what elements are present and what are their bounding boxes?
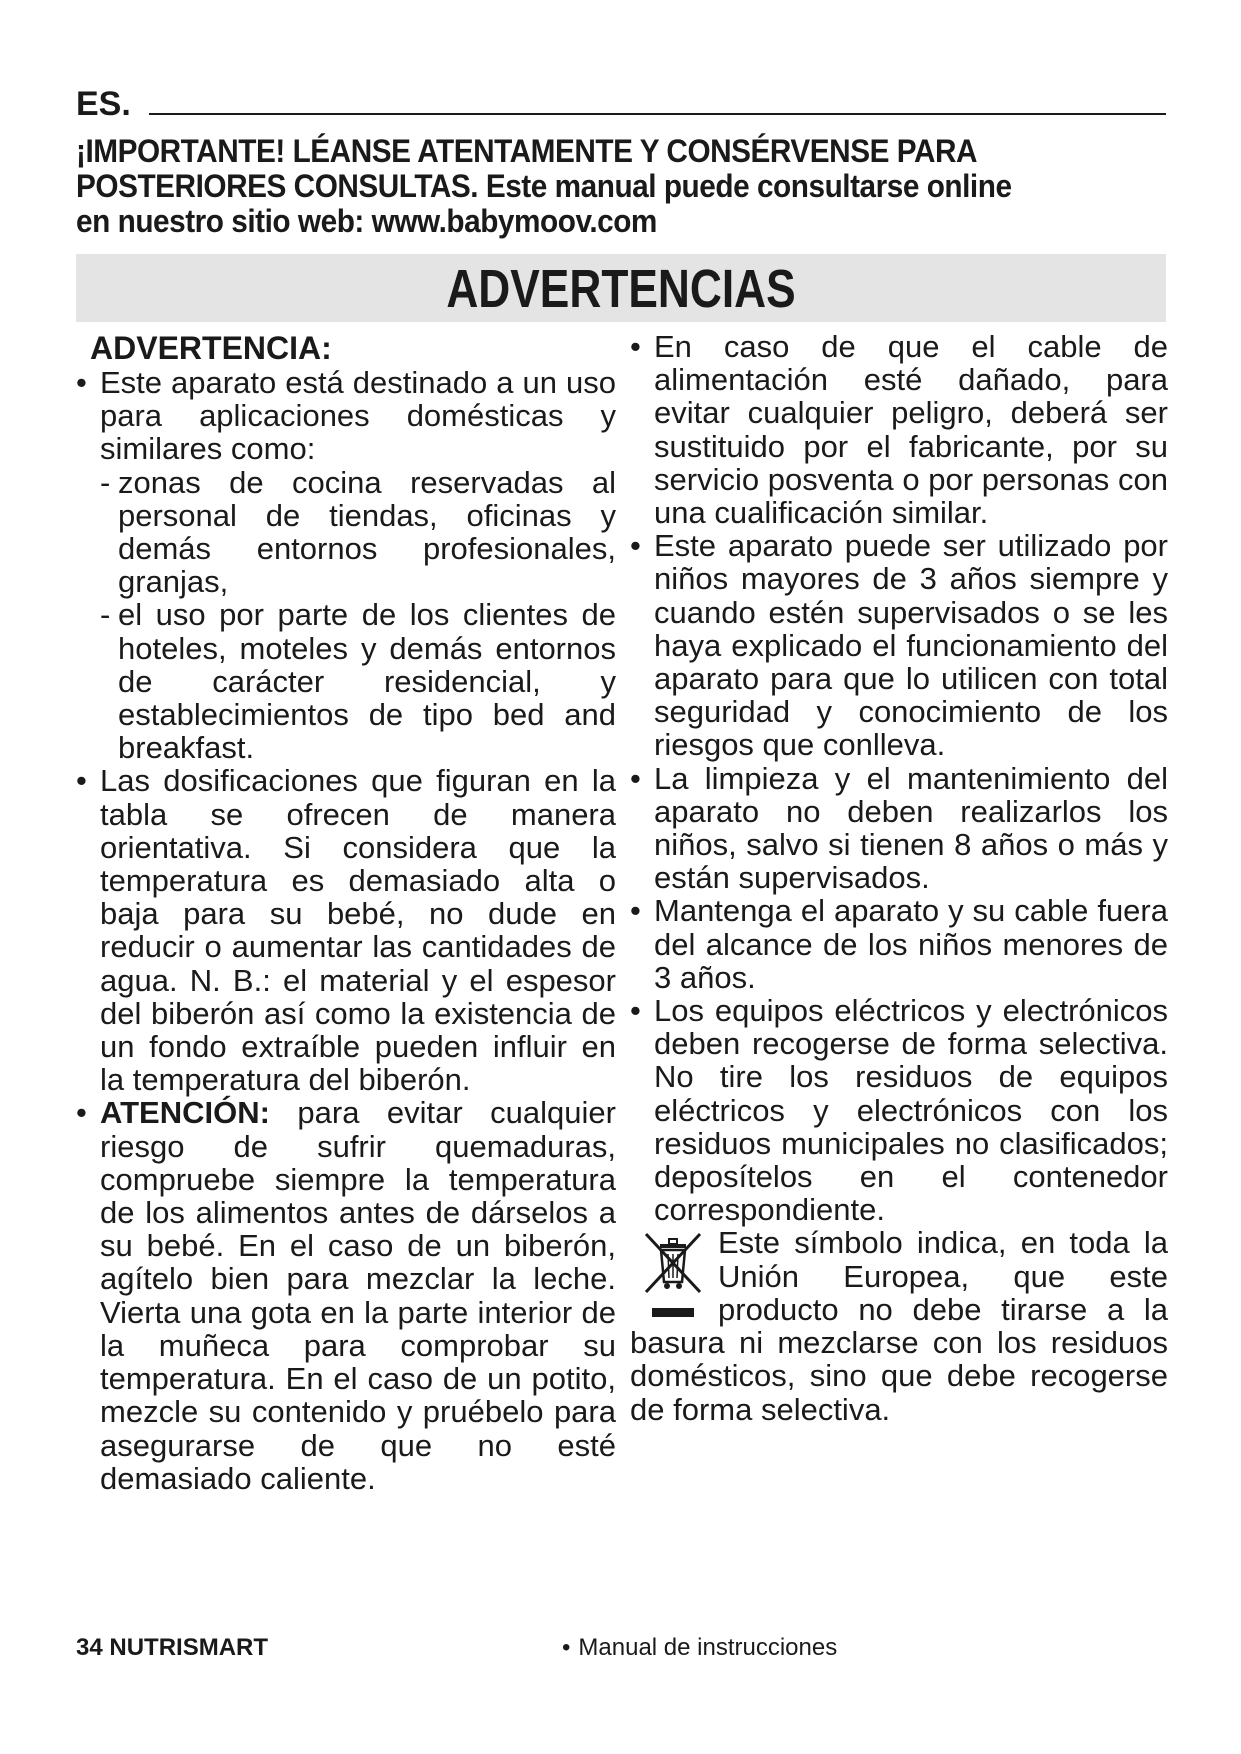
warning-item-cleaning: • La limpieza y el mantenimiento del aparato no deben realizarlos los niños, salvo si tienen 8 años o más y están supervisados.: [630, 762, 1168, 895]
footer-page-label: 34 NUTRISMART: [76, 1634, 269, 1661]
warning-subitem-kitchens: [76, 466, 616, 599]
dash-marker: -: [100, 464, 111, 500]
warning-item-weee-collection: • Los equipos eléctricos y electrónicos deben recogerse de forma selectiva. No tire los residuos de equipos eléctricos y electrónicos con los residuos municipales no clasificados; deposítelos en el contenedor correspondiente.: [630, 994, 1168, 1226]
subitem-text: el uso por parte de los clientes de hoteles, moteles y demás entornos de carácter residencial, y establecimientos de tipo bed and breakfast.: [118, 597, 616, 766]
weee-notice: [630, 1226, 1168, 1425]
attention-text: para evitar cualquier riesgo de sufrir quemaduras, compruebe siempre la temperatura de los alimentos antes de dárselos a su bebé. En el caso de un biberón, agítelo bien para mezclar la leche. Vierta una gota en la parte interior de la muñeca para comprobar su temperatura. En el caso de un potito, mezcle su contenido y pruébelo para asegurarse de que no esté demasiado caliente.: [100, 1095, 616, 1496]
section-banner: [76, 254, 1166, 322]
weee-text: Este símbolo indica, en toda la Unión Europea, que este producto no debe tirarse a la basura ni mezclarse con los residuos domésticos, sino que debe recogerse de forma selectiva.: [630, 1225, 1168, 1427]
warning-item-household-use: • Este aparato está destinado a un uso para aplicaciones domésticas y similares como:: [76, 366, 616, 466]
left-column: [76, 330, 616, 1495]
right-column: [630, 330, 1168, 1426]
important-notice: ¡IMPORTANTE! LÉANSE ATENTAMENTE Y CONSÉRVENSE PARA POSTERIORES CONSULTAS. Este manual puede consultarse online en nuestro sitio web: www.babymoov.com: [76, 133, 1012, 239]
section-title: ADVERTENCIAS: [446, 259, 796, 319]
warning-item-attention: [76, 1096, 616, 1494]
crossed-out-wheelie-bin-icon: [638, 1226, 708, 1322]
attention-label: ATENCIÓN:: [100, 1095, 270, 1131]
warning-subitem-hotels: [76, 598, 616, 764]
footer-doc-label: • Manual de instrucciones: [562, 1634, 837, 1662]
warning-item-children-use: • Este aparato puede ser utilizado por niños mayores de 3 años siempre y cuando estén supervisados o se les haya explicado el funcionamiento del aparato para que lo utilicen con total seguridad y conocimiento de los riesgos que conlleva.: [630, 529, 1168, 761]
subitem-text: zonas de cocina reservadas al personal de tiendas, oficinas y demás entornos profesionales, granjas,: [118, 464, 616, 600]
dash-marker: -: [100, 597, 111, 633]
language-code: ES.: [76, 85, 131, 123]
header-rule: [149, 113, 1166, 115]
warning-item-dosage: • Las dosificaciones que figuran en la tabla se ofrecen de manera orientativa. Si considera que la temperatura es demasiado alta o baja para su bebé, no dude en reducir o aumentar las cantidades de agua. N. B.: el material y el espesor del biberón así como la existencia de un fondo extraíble pueden influir en la temperatura del biberón.: [76, 764, 616, 1096]
warning-heading: ADVERTENCIA:: [90, 330, 332, 366]
warning-item-keep-away: • Mantenga el aparato y su cable fuera del alcance de los niños menores de 3 años.: [630, 894, 1168, 994]
warning-item-power-cable: • En caso de que el cable de alimentación esté dañado, para evitar cualquier peligro, deberá ser sustituido por el fabricante, por su servicio posventa o por personas con una cualificación similar.: [630, 330, 1168, 529]
language-header: [76, 86, 1166, 122]
